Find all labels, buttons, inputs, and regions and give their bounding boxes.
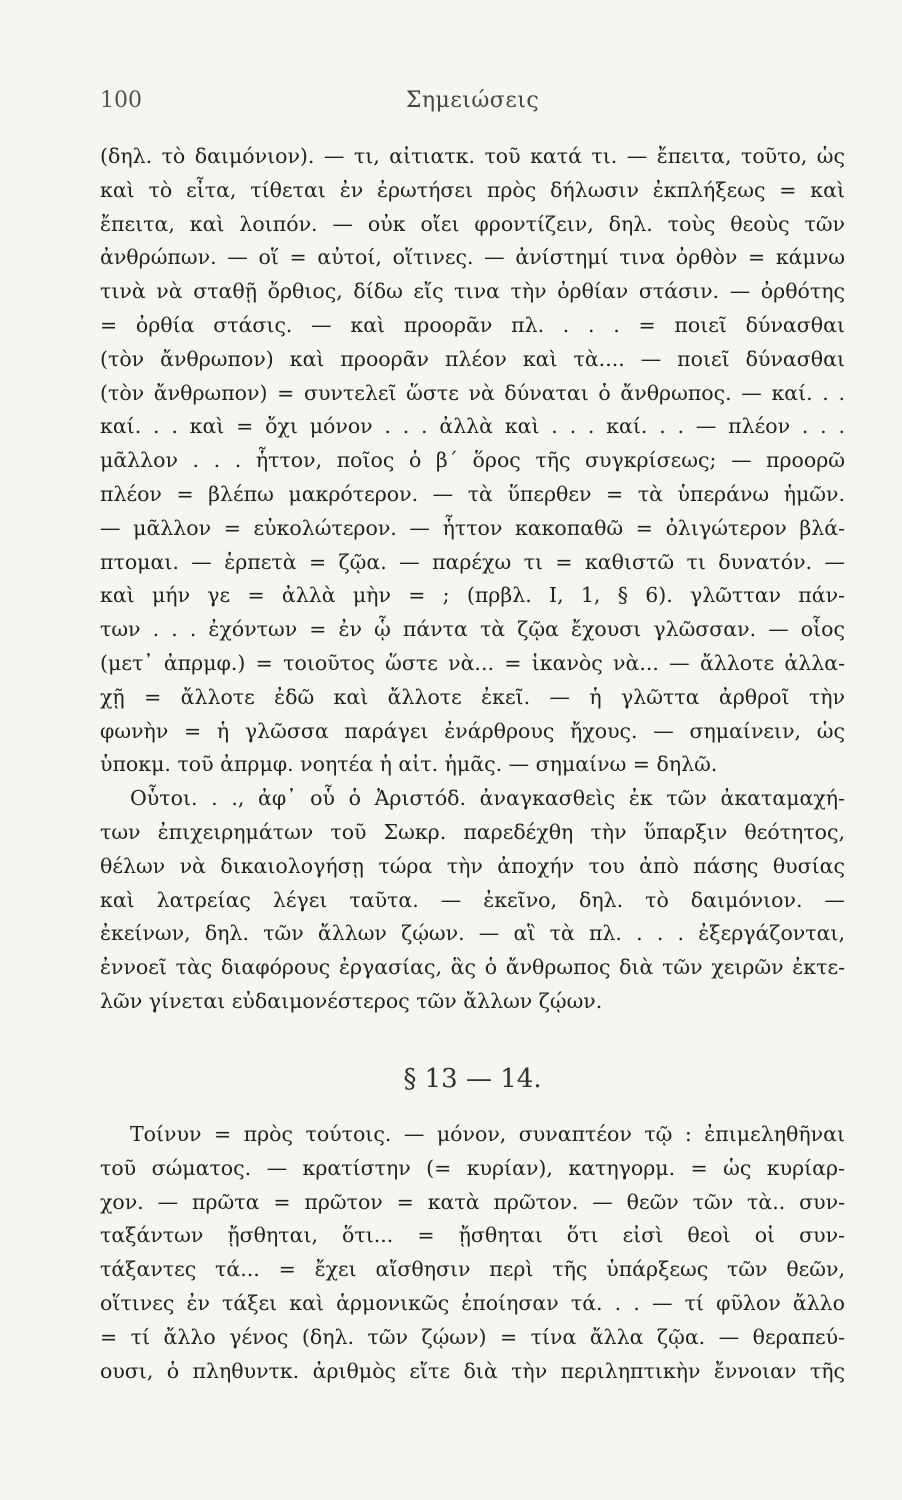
text-line: = ὀρθία στάσις. — καὶ προορᾶν πλ. . . . = ποιεῖ δύνασθαι bbox=[100, 312, 845, 337]
text-line: καὶ λατρείας λέγει ταῦτα. — ἐκεῖνο, δηλ. τὸ δαιμόνιον. — bbox=[100, 887, 845, 912]
text-line: οἵτινες ἐν τάξει καὶ ἁρμονικῶς ἐποίησαν τά. . . — τί φῦλον ἄλλο bbox=[100, 1290, 845, 1315]
text-line: τοῦ σώματος. — κρατίστην (= κυρίαν), κατηγορμ. = ὡς κυρίαρ- bbox=[100, 1155, 845, 1180]
text-line: των . . . ἐχόντων = ἐν ᾧ πάντα τὰ ζῷα ἔχουσι γλῶσσαν. — οἷος bbox=[100, 617, 845, 642]
text-line: Οὗτοι. . ., ἀφ᾽ οὗ ὁ Ἀριστόδ. ἀναγκασθεὶς ἐκ τῶν ἀκαταμαχή- bbox=[130, 786, 845, 811]
text-line: λῶν γίνεται εὐδαιμονέστερος τῶν ἄλλων ζῴων. bbox=[100, 988, 603, 1013]
text-line: ἔπειτα, καὶ λοιπόν. — οὐκ οἴει φροντίζειν, δηλ. τοὺς θεοὺς τῶν bbox=[100, 211, 845, 236]
text-line: ἐννοεῖ τὰς διαφόρους ἐργασίας, ἃς ὁ ἄνθρωπος διὰ τῶν χειρῶν ἐκτε- bbox=[100, 955, 845, 980]
text-line: ταξάντων ᾔσθηται, ὅτι... = ᾔσθηται ὅτι εἰσὶ θεοὶ οἱ συν- bbox=[100, 1223, 845, 1248]
text-line: (μετ᾽ ἀπρμφ.) = τοιοῦτος ὥστε νὰ... = ἱκανὸς νὰ... — ἄλλοτε ἀλλα- bbox=[100, 650, 845, 675]
text-line: καὶ μήν γε = ἀλλὰ μὴν = ; (πρβλ. I, 1, § 6). γλῶτταν πάν- bbox=[100, 583, 845, 608]
running-head: Σημειώσεις bbox=[405, 88, 540, 113]
notes-paragraph-block bbox=[100, 140, 845, 1019]
text-line: Τοίνυν = πρὸς τούτοις. — μόνον, συναπτέον τῷ : ἐπιμεληθῆναι bbox=[130, 1122, 845, 1146]
text-line: ὑποκμ. τοῦ ἀπρμφ. νοητέα ἡ αἰτ. ἡμᾶς. — σημαίνω = δηλῶ. bbox=[100, 752, 718, 777]
section-heading: § 13 — 14. bbox=[403, 1064, 542, 1094]
text-line: καί. . . καὶ = ὄχι μόνον . . . ἀλλὰ καὶ . . . καί. . . — πλέον . . . bbox=[100, 414, 845, 439]
text-line: χον. — πρῶτα = πρῶτον = κατὰ πρῶτον. — θεῶν τῶν τὰ.. συν- bbox=[100, 1189, 845, 1214]
text-line: των ἐπιχειρημάτων τοῦ Σωκρ. παρεδέχθη τὴν ὕπαρξιν θεότητος, bbox=[100, 819, 845, 844]
text-line: πτομαι. — ἑρπετὰ = ζῷα. — παρέχω τι = καθιστῶ τι δυνατόν. — bbox=[100, 549, 845, 574]
text-line: — μᾶλλον = εὐκολώτερον. — ἧττον κακοπαθῶ = ὀλιγώτερον βλά- bbox=[100, 515, 845, 540]
page-number: 100 bbox=[100, 88, 142, 113]
text-line: θέλων νὰ δικαιολογήσῃ τώρα τὴν ἀποχήν του ἀπὸ πάσης θυσίας bbox=[100, 853, 845, 878]
text-line: (τὸν ἄνθρωπον) καὶ προορᾶν πλέον καὶ τὰ.... — ποιεῖ δύνασθαι bbox=[100, 346, 845, 371]
text-line: μᾶλλον . . . ἧττον, ποῖος ὁ β΄ ὅρος τῆς συγκρίσεως; — προορῶ bbox=[100, 448, 845, 473]
text-line: τάξαντες τά... = ἔχει αἴσθησιν περὶ τῆς ὑπάρξεως τῶν θεῶν, bbox=[100, 1257, 845, 1282]
text-line: ἀνθρώπων. — οἵ = αὐτοί, οἵτινες. — ἀνίστημί τινα ὀρθὸν = κάμνω bbox=[100, 245, 845, 270]
text-line: ουσι, ὁ πληθυντκ. ἀριθμὸς εἴτε διὰ τὴν περιληπτικὴν ἔννοιαν τῆς bbox=[100, 1358, 845, 1383]
notes-section-block bbox=[100, 1118, 845, 1388]
page-header bbox=[100, 88, 845, 118]
text-line: (δηλ. τὸ δαιμόνιον). — τι, αἰτιατκ. τοῦ κατά τι. — ἔπειτα, τοῦτο, ὡς bbox=[100, 144, 845, 168]
text-line: καὶ τὸ εἶτα, τίθεται ἐν ἐρωτήσει πρὸς δήλωσιν ἐκπλήξεως = καὶ bbox=[100, 177, 845, 202]
text-line: ἐκείνων, δηλ. τῶν ἄλλων ζῴων. — αἳ τὰ πλ. . . . ἐξεργάζονται, bbox=[100, 921, 845, 946]
text-line: (τὸν ἄνθρωπον) = συντελεῖ ὥστε νὰ δύναται ὁ ἄνθρωπος. — καί. . . bbox=[100, 380, 845, 405]
text-line: = τί ἄλλο γένος (δηλ. τῶν ζῴων) = τίνα ἄλλα ζῷα. — θεραπεύ- bbox=[100, 1324, 845, 1349]
text-line: τινὰ νὰ σταθῇ ὄρθιος, δίδω εἴς τινα τὴν ὀρθίαν στάσιν. — ὀρθότης bbox=[100, 279, 845, 304]
text-line: φωνὴν = ἡ γλῶσσα παράγει ἐνάρθρους ἤχους. — σημαίνειν, ὡς bbox=[100, 718, 845, 743]
text-line: χῇ = ἄλλοτε ἐδῶ καὶ ἄλλοτε ἐκεῖ. — ἡ γλῶττα ἀρθροῖ τὴν bbox=[100, 684, 845, 709]
text-line: πλέον = βλέπω μακρότερον. — τὰ ὕπερθεν = τὰ ὑπεράνω ἡμῶν. bbox=[100, 481, 845, 506]
